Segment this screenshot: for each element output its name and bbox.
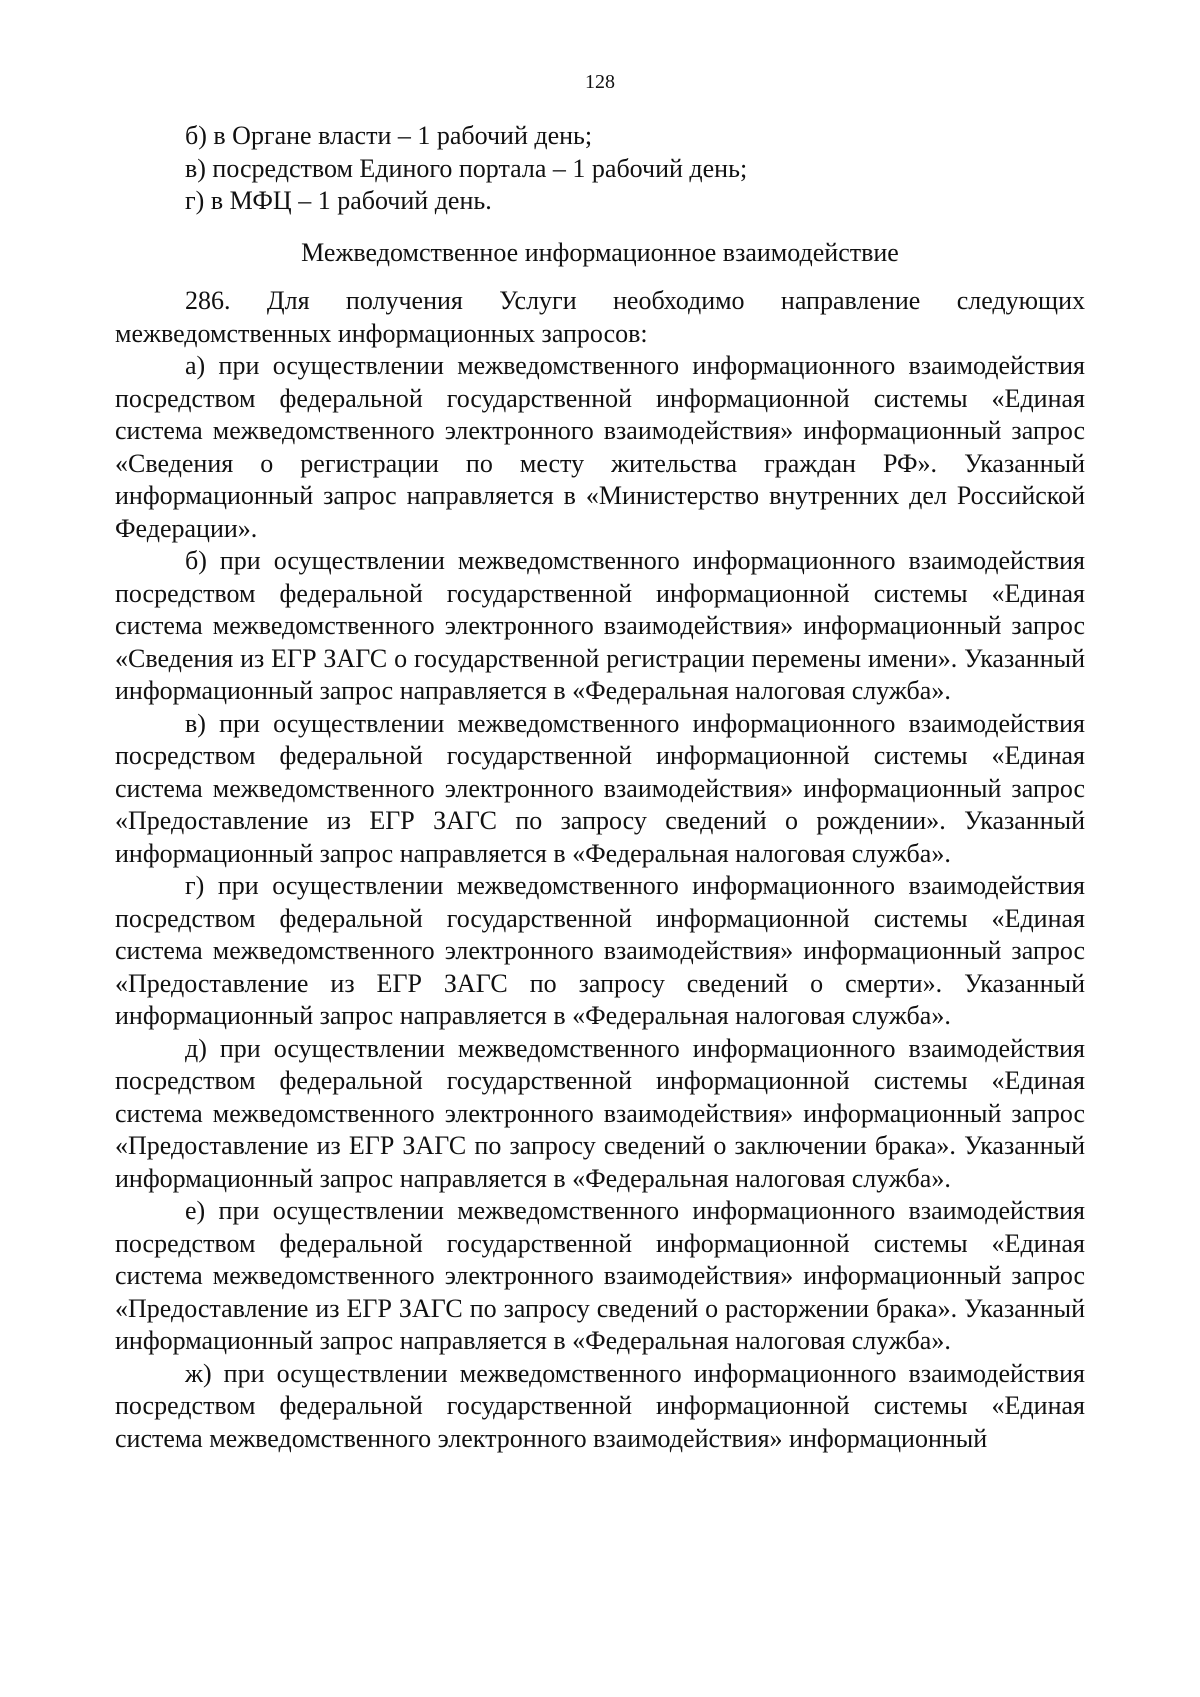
paragraph: в) при осуществлении межведомственного информационного взаимодействия посредством федеральной государственной информационной системы «Единая система межведомственного электронного взаимодействия» информационный запрос «Предоставление из ЕГР ЗАГС по запросу сведений о рождении». Указанный информационный запрос направляется в «Федеральная налоговая служба».	[115, 708, 1085, 868]
paragraph: б) при осуществлении межведомственного информационного взаимодействия посредством федеральной государственной информационной системы «Единая система межведомственного электронного взаимодействия» информационный запрос «Сведения из ЕГР ЗАГС о государственной регистрации перемены имени». Указанный информационный запрос направляется в «Федеральная налоговая служба».	[115, 546, 1085, 705]
paragraph: е) при осуществлении межведомственного информационного взаимодействия посредством федеральной государственной информационной системы «Единая система межведомственного электронного взаимодействия» информационный запрос «Предоставление из ЕГР ЗАГС по запросу сведений о расторжении брака». Указанный информационный запрос направляется в «Федеральная налоговая служба».	[115, 1196, 1085, 1355]
paragraph: д) при осуществлении межведомственного информационного взаимодействия посредством федеральной государственной информационной системы «Единая система межведомственного электронного взаимодействия» информационный запрос «Предоставление из ЕГР ЗАГС по запросу сведений о заключении брака». Указанный информационный запрос направляется в «Федеральная налоговая служба».	[115, 1033, 1085, 1193]
document-body	[115, 120, 1085, 1455]
paragraph: г) при осуществлении межведомственного информационного взаимодействия посредством федеральной государственной информационной системы «Единая система межведомственного электронного взаимодействия» информационный запрос «Предоставление из ЕГР ЗАГС по запросу сведений о смерти». Указанный информационный запрос направляется в «Федеральная налоговая служба».	[115, 871, 1085, 1030]
paragraph: ж) при осуществлении межведомственного информационного взаимодействия посредством федеральной государственной информационной системы «Единая система межведомственного электронного взаимодействия» информационный	[115, 1358, 1085, 1453]
paragraph: 286. Для получения Услуги необходимо направление следующих межведомственных информационных запросов:	[115, 286, 1085, 348]
list-item: б) в Органе власти – 1 рабочий день;	[185, 121, 593, 150]
list-item: г) в МФЦ – 1 рабочий день.	[185, 186, 492, 215]
section-heading: Межведомственное информационное взаимодействие	[301, 237, 899, 267]
list-item: в) посредством Единого портала – 1 рабочий день;	[185, 153, 748, 183]
page-number: 128	[585, 71, 615, 93]
paragraph: а) при осуществлении межведомственного информационного взаимодействия посредством федеральной государственной информационной системы «Единая система межведомственного электронного взаимодействия» информационный запрос «Сведения о регистрации по месту жительства граждан РФ». Указанный информационный запрос направляется в «Министерство внутренних дел Российской Федерации».	[115, 351, 1085, 543]
